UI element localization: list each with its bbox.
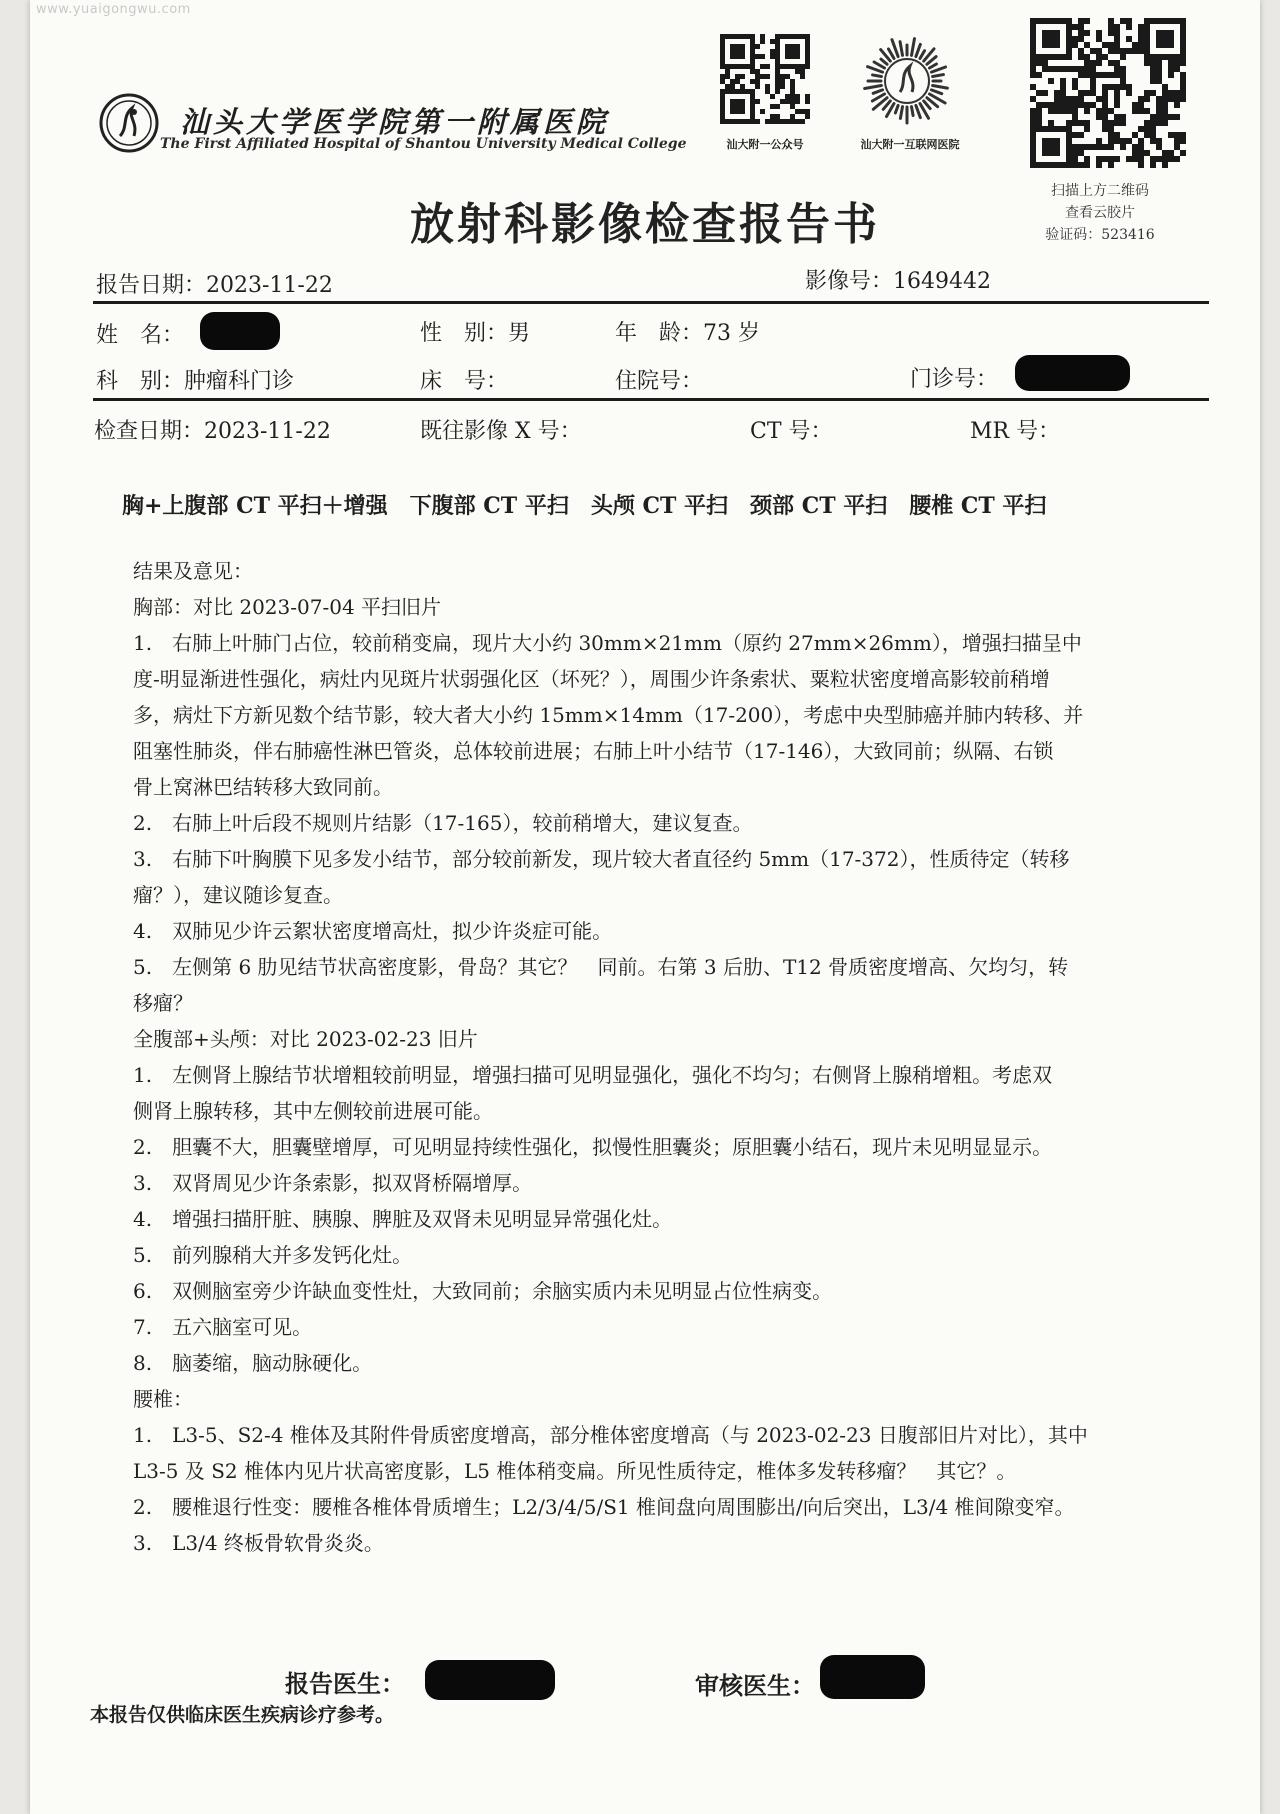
image-number: 影像号：1649442 (805, 269, 991, 294)
findings-line: 6. 双侧脑室旁少许缺血变性灶，大致同前；余脑实质内未见明显占位性病变。 (133, 1279, 833, 1303)
findings-line: 5. 前列腺稍大并多发钙化灶。 (133, 1243, 413, 1267)
findings-line: 2. 胆囊不大，胆囊壁增厚，可见明显持续性强化，拟慢性胆囊炎；原胆囊小结石，现片未见明显显示。 (133, 1135, 1053, 1159)
findings-line: 1. 左侧肾上腺结节状增粗较前明显，增强扫描可见明显强化，强化不均匀；右侧肾上腺稍增粗。考虑双 (133, 1063, 1053, 1087)
department: 科 别：肿瘤科门诊 (96, 369, 295, 394)
report-page (30, 0, 1260, 1814)
findings-line: 5. 左侧第 6 肋见结节状高密度影，骨岛？其它？ 同前。右第 3 后肋、T12 骨质密度增高、欠均匀，转 (133, 955, 1069, 979)
findings-line: 侧肾上腺转移，其中左侧较前进展可能。 (133, 1099, 493, 1123)
findings-line: 多，病灶下方新见数个结节影，较大者大小约 15mm×14mm（17-200），考虑中央型肺癌并肺内转移、并 (133, 703, 1084, 727)
findings-line: 2. 腰椎退行性变：腰椎各椎体骨质增生；L2/3/4/5/S1 椎间盘向周围膨出/向后突出，L3/4 椎间隙变窄。 (133, 1495, 1075, 1519)
findings-line: 7. 五六脑室可见。 (133, 1315, 313, 1339)
ct-number: CT 号： (750, 419, 833, 444)
findings-line: 移瘤？ (133, 991, 193, 1015)
redacted-name (200, 312, 280, 350)
prior-xray-number: 既往影像 X 号： (420, 419, 582, 444)
findings-line: 胸部：对比 2023-07-04 平扫旧片 (133, 595, 442, 619)
patient-gender: 性 别：男 (420, 321, 531, 346)
reviewing-physician-label: 审核医生： (695, 1671, 815, 1700)
findings-line: 度-明显渐进性强化，病灶内见斑片状弱强化区（坏死？），周围少许条索状、粟粒状密度增高影较前稍增 (133, 667, 1050, 691)
scan-note-line: 查看云胶片 (1065, 205, 1135, 221)
findings-line: 1. 右肺上叶肺门占位，较前稍变扁，现片大小约 30mm×21mm（原约 27mm×26mm），增强扫描呈中 (133, 631, 1082, 655)
findings-line: 腰椎： (133, 1387, 193, 1411)
redacted-outpatient-number (1015, 355, 1130, 391)
findings-line: 1. L3-5、S2-4 椎体及其附件骨质密度增高，部分椎体密度增高（与 2023-02-23 日腹部旧片对比），其中 (133, 1423, 1088, 1447)
exam-items: 胸+上腹部 CT 平扫＋增强 下腹部 CT 平扫 头颅 CT 平扫 颈部 CT 平扫 腰椎 CT 平扫 (122, 493, 1047, 519)
mr-number: MR 号： (970, 419, 1061, 444)
redacted-reviewer-signature (820, 1655, 925, 1699)
disclaimer: 本报告仅供临床医生疾病诊疗参考。 (90, 1704, 395, 1726)
findings-line: 骨上窝淋巴结转移大致同前。 (133, 775, 393, 799)
hospital-logo-icon (98, 92, 160, 154)
watermark: www.yuaigongwu.com (36, 2, 191, 17)
qr-code-official-account-icon (720, 34, 810, 124)
qr-caption-official-account: 汕大附一公众号 (726, 138, 804, 151)
mini-program-code-icon (860, 34, 954, 128)
scan-note-line: 扫描上方二维码 (1051, 183, 1149, 199)
reporting-physician-label: 报告医生： (285, 1669, 405, 1698)
redacted-reporter-signature (425, 1660, 555, 1700)
findings-line: 3. L3/4 终板骨软骨炎炎。 (133, 1531, 384, 1555)
findings-line: 阻塞性肺炎，伴右肺癌性淋巴管炎，总体较前进展；右肺上叶小结节（17-146），大致同前；纵隔、右锁 (133, 739, 1054, 763)
verification-code: 验证码：523416 (1045, 227, 1155, 243)
findings-line: 8. 脑萎缩，脑动脉硬化。 (133, 1351, 373, 1375)
findings-line: 3. 右肺下叶胸膜下见多发小结节，部分较前新发，现片较大者直径约 5mm（17-372），性质待定（转移 (133, 847, 1070, 871)
divider (93, 398, 1209, 401)
findings-line: L3-5 及 S2 椎体内见片状高密度影，L5 椎体稍变扁。所见性质待定，椎体多发转移瘤？ 其它？。 (133, 1459, 1017, 1483)
outpatient-number-label: 门诊号： (910, 367, 999, 392)
hospital-name-en: The First Affiliated Hospital of Shantou University Medical College (160, 136, 687, 152)
divider (93, 301, 1209, 304)
bed-number: 床 号： (420, 369, 509, 394)
qr-code-cloud-film-icon (1030, 18, 1186, 168)
findings-line: 结果及意见： (133, 559, 253, 583)
findings-line: 2. 右肺上叶后段不规则片结影（17-165），较前稍增大，建议复查。 (133, 811, 753, 835)
patient-name-label: 姓 名： (96, 323, 185, 348)
inpatient-number: 住院号： (615, 369, 704, 394)
findings-section (133, 553, 1213, 1561)
patient-age: 年 龄：73 岁 (615, 321, 760, 346)
findings-line: 全腹部+头颅：对比 2023-02-23 旧片 (133, 1027, 478, 1051)
qr-caption-internet-hospital: 汕大附一互联网医院 (860, 138, 960, 151)
hospital-name-cn: 汕头大学医学院第一附属医院 (180, 105, 610, 139)
findings-line: 4. 增强扫描肝脏、胰腺、脾脏及双肾未见明显异常强化灶。 (133, 1207, 673, 1231)
findings-line: 瘤？），建议随诊复查。 (133, 883, 343, 907)
report-date: 报告日期：2023-11-22 (96, 273, 333, 298)
findings-line: 3. 双肾周见少许条索影，拟双肾桥隔增厚。 (133, 1171, 533, 1195)
findings-line: 4. 双肺见少许云絮状密度增高灶，拟少许炎症可能。 (133, 919, 613, 943)
exam-date: 检查日期：2023-11-22 (94, 419, 331, 444)
report-title: 放射科影像检查报告书 (410, 199, 880, 250)
